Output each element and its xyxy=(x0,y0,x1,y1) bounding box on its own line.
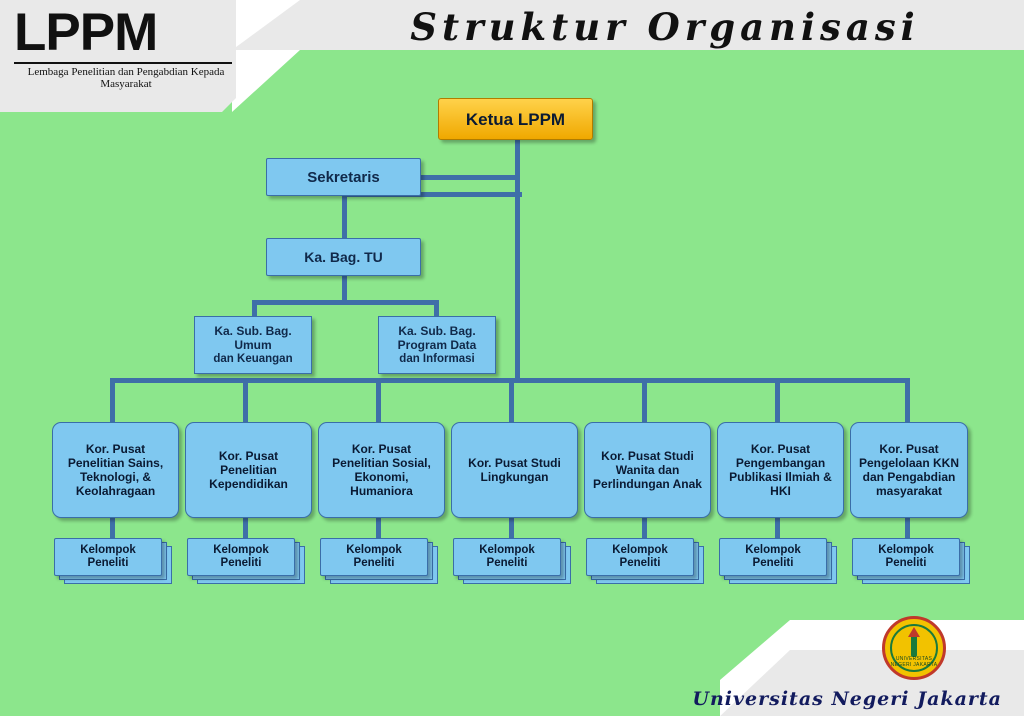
node-pusat-studi-wanita[interactable]: Kor. Pusat Studi Wanita dan Perlindungan Anak xyxy=(584,422,711,518)
footer-institution-name: Universitas Negeri Jakarta xyxy=(692,688,1002,710)
connector-kelompok-7-drop xyxy=(905,518,910,540)
node-subbag-umum-line2: Umum xyxy=(234,338,272,352)
connector-kelompok-1-drop xyxy=(110,518,115,540)
page-title: Struktur Organisasi xyxy=(410,5,920,49)
connector-pusat-2-drop xyxy=(243,378,248,422)
connector-kelompok-6-drop xyxy=(775,518,780,540)
connector-pusat-5-drop xyxy=(642,378,647,422)
seal-caption: UNIVERSITAS NEGERI JAKARTA xyxy=(890,656,938,668)
connector-kelompok-4-drop xyxy=(509,518,514,540)
connector-subbag-bus xyxy=(252,300,438,305)
node-kelompok-peneliti-6[interactable]: Kelompok Peneliti xyxy=(719,538,827,576)
connector-pusat-6-drop xyxy=(775,378,780,422)
connector-pusat-1-drop xyxy=(110,378,115,422)
node-pusat-publikasi-ilmiah[interactable]: Kor. Pusat Pengembangan Publikasi Ilmiah & HKI xyxy=(717,422,844,518)
node-pusat-studi-lingkungan[interactable]: Kor. Pusat Studi Lingkungan xyxy=(451,422,578,518)
node-kelompok-peneliti-3[interactable]: Kelompok Peneliti xyxy=(320,538,428,576)
lppm-logo xyxy=(14,4,234,62)
connector-pusat-4-drop xyxy=(509,378,514,422)
connector-kelompok-2-drop xyxy=(243,518,248,540)
flame-icon xyxy=(908,627,920,637)
connector-sekretaris-horizontal xyxy=(421,175,519,180)
node-kelompok-peneliti-7[interactable]: Kelompok Peneliti xyxy=(852,538,960,576)
node-kabag-tu[interactable]: Ka. Bag. TU xyxy=(266,238,421,276)
node-pusat-penelitian-sosial[interactable]: Kor. Pusat Penelitian Sosial, Ekonomi, Humaniora xyxy=(318,422,445,518)
node-subbag-umum-line1: Ka. Sub. Bag. xyxy=(214,324,292,338)
node-ketua-lppm[interactable]: Ketua LPPM xyxy=(438,98,593,140)
node-subbag-program-line1: Ka. Sub. Bag. xyxy=(398,324,476,338)
connector-pusat-7-drop xyxy=(905,378,910,422)
node-kelompok-peneliti-4[interactable]: Kelompok Peneliti xyxy=(453,538,561,576)
node-pusat-kkn-pengabdian[interactable]: Kor. Pusat Pengelolaan KKN dan Pengabdian masyarakat xyxy=(850,422,968,518)
node-pusat-penelitian-kependidikan[interactable]: Kor. Pusat Penelitian Kependidikan xyxy=(185,422,312,518)
node-kelompok-peneliti-1[interactable]: Kelompok Peneliti xyxy=(54,538,162,576)
node-subbag-program-data[interactable] xyxy=(378,316,496,374)
node-subbag-umum[interactable] xyxy=(194,316,312,374)
logo-subtitle: Lembaga Penelitian dan Pengabdian Kepada Masyarakat xyxy=(27,66,225,90)
connector-kelompok-5-drop xyxy=(642,518,647,540)
connector-kabag-vertical xyxy=(342,276,347,302)
node-sekretaris[interactable]: Sekretaris xyxy=(266,158,421,196)
footer-white-strip xyxy=(0,716,1024,724)
node-pusat-penelitian-sains[interactable]: Kor. Pusat Penelitian Sains, Teknologi, & Keolahragaan xyxy=(52,422,179,518)
connector-kelompok-3-drop xyxy=(376,518,381,540)
logo-acronym: LPPM xyxy=(14,3,158,62)
connector-pusat-3-drop xyxy=(376,378,381,422)
node-kelompok-peneliti-5[interactable]: Kelompok Peneliti xyxy=(586,538,694,576)
logo-divider xyxy=(14,62,232,64)
node-kelompok-peneliti-2[interactable]: Kelompok Peneliti xyxy=(187,538,295,576)
unj-seal-icon xyxy=(882,616,946,680)
node-subbag-program-line2: Program Data xyxy=(397,338,477,352)
node-subbag-umum-line3: dan Keuangan xyxy=(213,353,293,365)
node-subbag-program-line3: dan Informasi xyxy=(399,353,475,365)
